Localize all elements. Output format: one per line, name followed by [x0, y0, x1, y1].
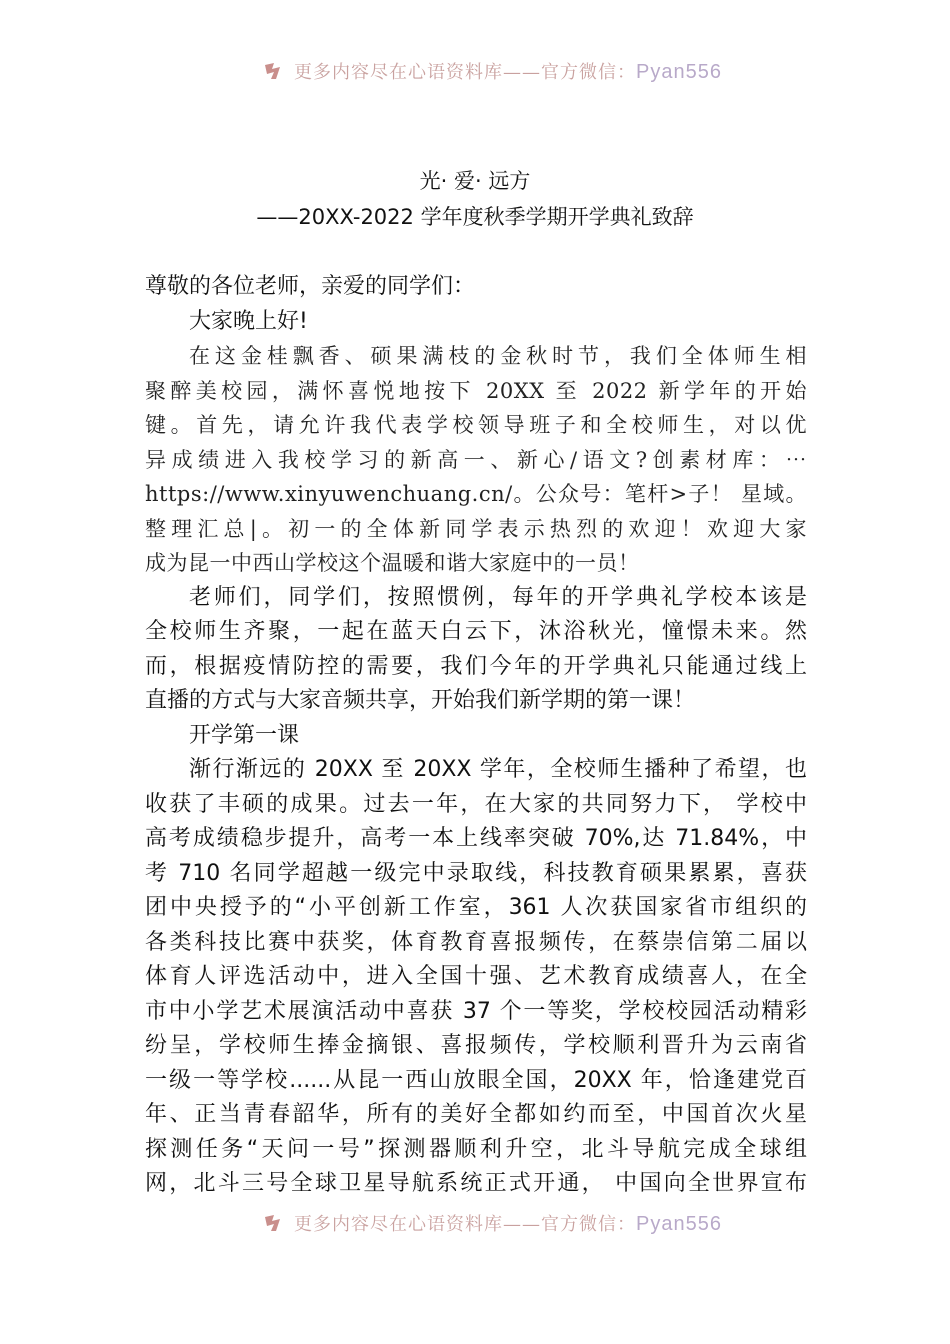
watermark-text: 更多内容尽在心语资料库——官方微信：Pyan556 — [294, 61, 722, 83]
paragraph-line: 年、正当青春韶华，所有的美好全都如约而至，中国首次火星 — [145, 1102, 807, 1127]
paragraph-line: 各类科技比赛中获奖，体育教育喜报频传，在蔡崇信第二届以 — [145, 929, 807, 955]
paragraph-line: 纷呈，学校师生捧金摘银、喜报频传，学校顺利晋升为云南省 — [145, 1033, 807, 1058]
paragraph-line: 团中央授予的“小平创新工作室，361 人次获国家省市组织的 — [145, 895, 807, 920]
paragraph-line: 网，北斗三号全球卫星导航系统正式开通， 中国向全世界宣布 — [145, 1171, 807, 1196]
paragraph-line: 异成绩进入我校学习的新高一、新心/语文?创素材库：⋯ — [145, 447, 807, 472]
paragraph-line: 成为昆一中西山学校这个温暖和谐大家庭中的一员！ — [145, 551, 640, 575]
paragraph-line: 聚醉美校园，满怀喜悦地按下 20XX 至 2022 新学年的开始 — [145, 378, 807, 403]
paragraph-line: 一级一等学校......从昆一西山放眼全国，20XX 年，恰逢建党百 — [145, 1067, 807, 1093]
paragraph-line: 渐行渐远的 20XX 至 20XX 学年，全校师生播种了希望，也 — [189, 757, 807, 782]
footer-watermark — [0, 1208, 950, 1238]
paragraph-line: 市中小学艺术展演活动中喜获 37 个一等奖，学校校园活动精彩 — [145, 998, 807, 1024]
watermark-id: Pyan556 — [636, 61, 722, 83]
header-watermark — [0, 56, 950, 86]
paragraph-line: 而，根据疫情防控的需要，我们今年的开学典礼只能通过线上 — [145, 653, 807, 679]
paragraph-line: 高考成绩稳步提升，高考一本上线率突破 70%,达 71.84%，中 — [145, 826, 807, 851]
page-subtitle: ——20XX-2022 学年度秋季学期开学典礼致辞 — [256, 205, 694, 229]
greeting: 大家晚上好! — [189, 308, 308, 334]
salutation: 尊敬的各位老师，亲爱的同学们： — [145, 274, 476, 299]
paragraph-line: 收获了丰硕的成果。过去一年，在大家的共同努力下， 学校中 — [145, 791, 807, 817]
paragraph-line: 整理汇总|。初一的全体新同学表示热烈的欢迎！欢迎大家 — [145, 516, 807, 541]
paragraph-2 — [145, 581, 807, 719]
watermark-text: 更多内容尽在心语资料库——官方微信：Pyan556 — [294, 1213, 722, 1235]
paragraph-line: 键。首先，请允许我代表学校领导班子和全校师生，对以优 — [145, 413, 807, 437]
document-body — [145, 270, 807, 1202]
watermark-logo-icon — [262, 1213, 286, 1233]
page-title: 光· 爱· 远方 — [419, 169, 531, 193]
paragraph-line: 探测任务“天问一号”探测器顺利升空，北斗导航完成全球组 — [145, 1136, 807, 1162]
paragraph-line: https://www.xinyuwenchuang.cn/。公众号：笔杆>子！ 星域。 — [145, 482, 807, 506]
paragraph-line: 考 710 名同学超越一级完中录取线，科技教育硕果累累，喜获 — [145, 860, 807, 886]
paragraph-line: 老师们，同学们，按照惯例，每年的开学典礼学校本该是 — [189, 584, 807, 610]
paragraph-1 — [145, 339, 807, 581]
paragraph-line: 体育人评选活动中，进入全国十强、艺术教育成绩喜人，在全 — [145, 964, 807, 989]
watermark-id: Pyan556 — [636, 1213, 722, 1235]
paragraph-line: 直播的方式与大家音频共享，开始我们新学期的第一课！ — [145, 688, 696, 713]
section-heading: 开学第一课 — [189, 722, 300, 748]
watermark-logo-icon — [262, 61, 286, 81]
paragraph-line: 全校师生齐聚，一起在蓝天白云下，沐浴秋光，憧憬未来。然 — [145, 619, 807, 644]
paragraph-3 — [145, 753, 807, 1202]
paragraph-line: 在这金桂飘香、硕果满枝的金秋时节，我们全体师生相 — [189, 344, 807, 368]
